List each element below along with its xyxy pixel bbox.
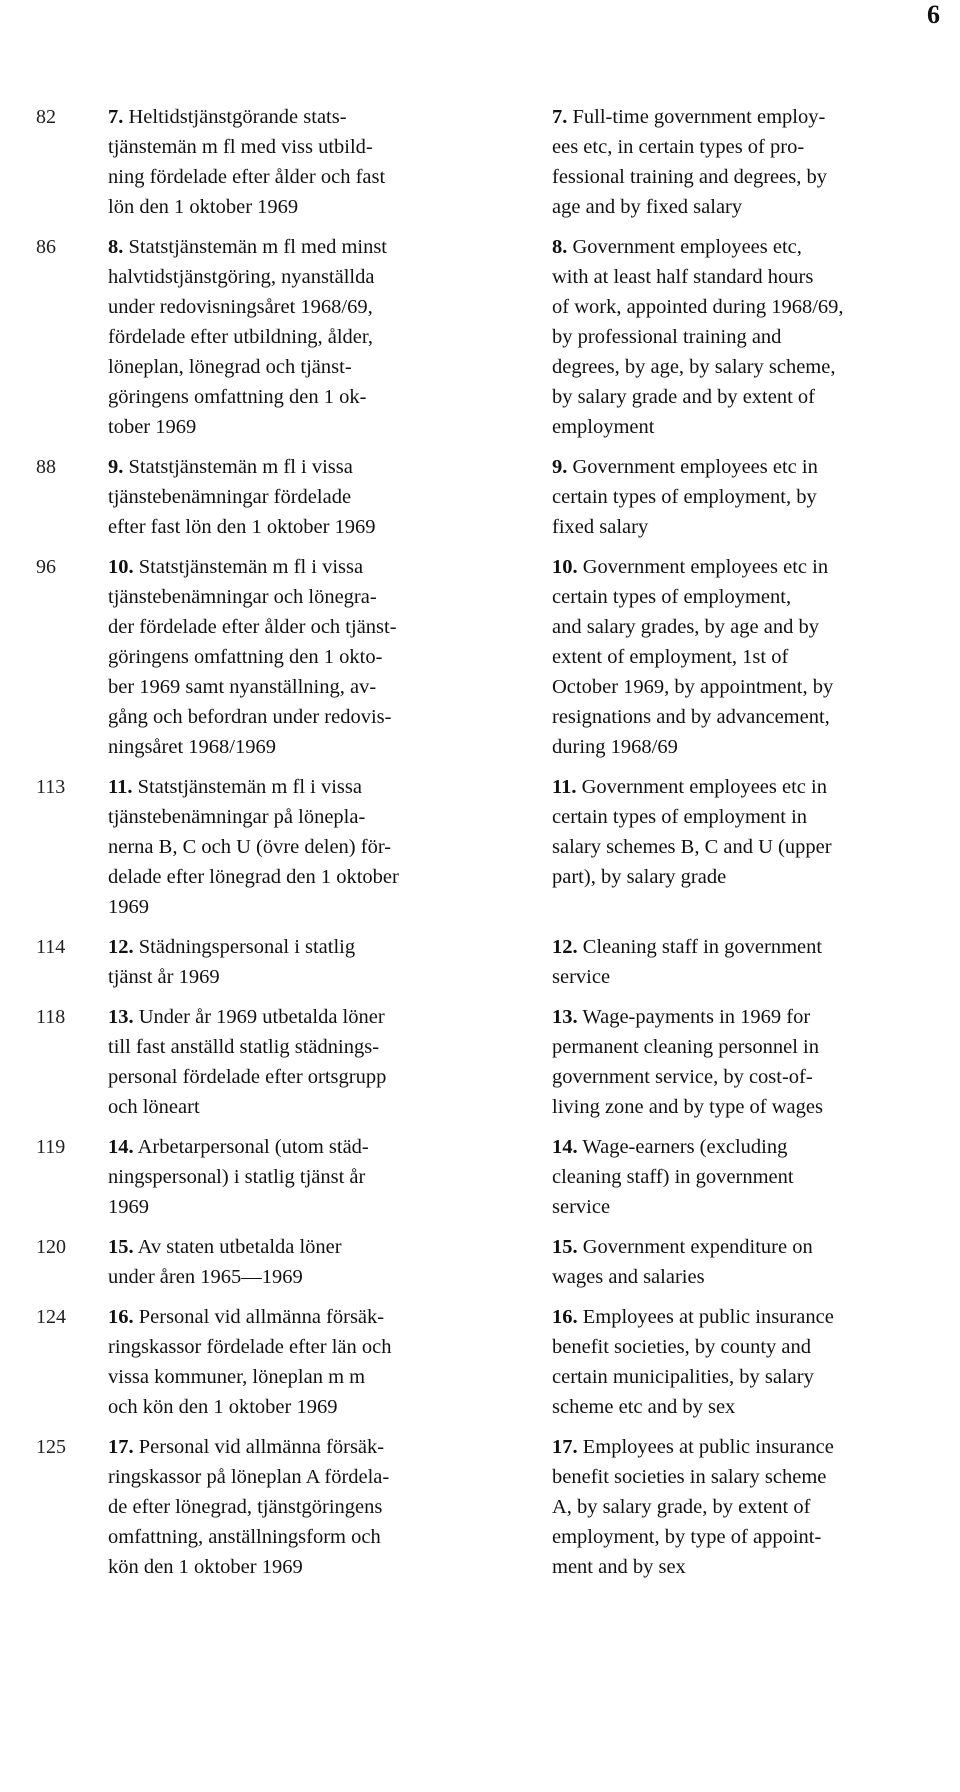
entry-text: benefit societies, by county and xyxy=(552,1336,812,1358)
english-title-line xyxy=(552,1302,952,1332)
english-title-line xyxy=(552,1492,952,1522)
swedish-title xyxy=(108,1132,518,1222)
entry-page-number: 113 xyxy=(36,776,66,798)
entry-text: Statstjänstemän m fl i vissa xyxy=(137,776,362,798)
english-title-line xyxy=(552,412,952,442)
entry-text: Wage-earners (excluding xyxy=(582,1136,788,1158)
entry-page-number: 119 xyxy=(36,1136,66,1158)
swedish-title-line xyxy=(108,1092,518,1122)
entry-text: certain types of employment, xyxy=(552,586,792,608)
english-title-line xyxy=(552,1332,952,1362)
entry-text: Government employees etc, xyxy=(572,236,802,258)
entry-text: fördelade efter utbildning, ålder, xyxy=(108,326,373,348)
swedish-title xyxy=(108,1302,518,1422)
entry-number: 7. xyxy=(108,106,124,128)
swedish-title-line xyxy=(108,832,518,862)
swedish-title-line xyxy=(108,1522,518,1552)
swedish-title xyxy=(108,1232,518,1292)
entry-number: 14. xyxy=(108,1136,134,1158)
entry-number: 15. xyxy=(552,1236,578,1258)
english-title-line xyxy=(552,962,952,992)
entry-text: göringens omfattning den 1 okto- xyxy=(108,646,383,668)
entry-text: during 1968/69 xyxy=(552,736,678,758)
entry-page-number: 118 xyxy=(36,1006,66,1028)
entry-text: under redovisningsåret 1968/69, xyxy=(108,296,373,318)
entry-text: by salary grade and by extent of xyxy=(552,386,815,408)
swedish-title-line xyxy=(108,642,518,672)
english-title xyxy=(552,772,952,892)
entry-text: wages and salaries xyxy=(552,1266,705,1288)
entry-text: personal fördelade efter ortsgrupp xyxy=(108,1066,387,1088)
swedish-title xyxy=(108,232,518,442)
english-title-line xyxy=(552,1132,952,1162)
english-title xyxy=(552,1232,952,1292)
english-title xyxy=(552,1002,952,1122)
entry-text: October 1969, by appointment, by xyxy=(552,676,834,698)
entry-text: Full-time government employ- xyxy=(572,106,826,128)
entry-number: 7. xyxy=(552,106,568,128)
entry-text: och kön den 1 oktober 1969 xyxy=(108,1396,338,1418)
entry-text: Government employees etc in xyxy=(572,456,818,478)
english-title xyxy=(552,1432,952,1582)
swedish-title xyxy=(108,1002,518,1122)
toc-entry xyxy=(0,102,960,222)
swedish-title-line xyxy=(108,962,518,992)
swedish-title-line xyxy=(108,232,518,262)
entry-text: Arbetarpersonal (utom städ- xyxy=(137,1136,369,1158)
entry-page-number: 120 xyxy=(36,1236,66,1258)
entry-text: under åren 1965—1969 xyxy=(108,1266,303,1288)
entry-text: Under år 1969 utbetalda löner xyxy=(138,1006,385,1028)
swedish-title-line xyxy=(108,322,518,352)
english-title-line xyxy=(552,1522,952,1552)
swedish-title xyxy=(108,772,518,922)
english-title-line xyxy=(552,162,952,192)
swedish-title-line xyxy=(108,162,518,192)
entry-text: service xyxy=(552,1196,611,1218)
entry-page-number: 88 xyxy=(36,456,56,478)
entry-text: ment and by sex xyxy=(552,1556,686,1578)
english-title-line xyxy=(552,932,952,962)
swedish-title xyxy=(108,102,518,222)
toc-entry xyxy=(0,452,960,542)
english-title-line xyxy=(552,672,952,702)
page-number: 6 xyxy=(927,0,940,29)
swedish-title-line xyxy=(108,1162,518,1192)
entry-text: fixed salary xyxy=(552,516,649,538)
swedish-title-line xyxy=(108,1552,518,1582)
entry-text: nerna B, C och U (övre delen) för- xyxy=(108,836,392,858)
english-title-line xyxy=(552,232,952,262)
entry-text: ringskassor fördelade efter län och xyxy=(108,1336,392,1358)
english-title-line xyxy=(552,1092,952,1122)
toc-entry xyxy=(0,1002,960,1122)
entry-text: Employees at public insurance xyxy=(582,1306,834,1328)
toc-entry xyxy=(0,932,960,992)
entry-text: ringskassor på löneplan A fördela- xyxy=(108,1466,390,1488)
entry-text: tjänstebenämningar på lönepla- xyxy=(108,806,366,828)
entry-text: der fördelade efter ålder och tjänst- xyxy=(108,616,397,638)
english-title xyxy=(552,232,952,442)
english-title xyxy=(552,932,952,992)
entry-text: age and by fixed salary xyxy=(552,196,743,218)
entry-text: Government employees etc in xyxy=(581,776,827,798)
entry-text: benefit societies in salary scheme xyxy=(552,1466,827,1488)
swedish-title-line xyxy=(108,702,518,732)
english-title-line xyxy=(552,102,952,132)
swedish-title-line xyxy=(108,1392,518,1422)
entry-text: of work, appointed during 1968/69, xyxy=(552,296,844,318)
english-title-line xyxy=(552,382,952,412)
entry-text: by professional training and xyxy=(552,326,782,348)
swedish-title-line xyxy=(108,1062,518,1092)
toc-entry xyxy=(0,1302,960,1422)
swedish-title-line xyxy=(108,382,518,412)
english-title-line xyxy=(552,1392,952,1422)
swedish-title-line xyxy=(108,862,518,892)
entry-text: Government expenditure on xyxy=(582,1236,813,1258)
swedish-title-line xyxy=(108,552,518,582)
entry-text: omfattning, anställningsform och xyxy=(108,1526,381,1548)
entry-text: halvtidstjänstgöring, nyanställda xyxy=(108,266,375,288)
english-title-line xyxy=(552,862,952,892)
entry-text: de efter lönegrad, tjänstgöringens xyxy=(108,1496,383,1518)
entry-text: Statstjänstemän m fl i vissa xyxy=(138,556,364,578)
english-title-line xyxy=(552,292,952,322)
english-title-line xyxy=(552,1432,952,1462)
entry-text: ber 1969 samt nyanställning, av- xyxy=(108,676,377,698)
entry-text: Cleaning staff in government xyxy=(582,936,823,958)
english-title-line xyxy=(552,832,952,862)
entry-text: 1969 xyxy=(108,896,149,918)
entry-text: och löneart xyxy=(108,1096,200,1118)
entry-text: living zone and by type of wages xyxy=(552,1096,823,1118)
entry-text: part), by salary grade xyxy=(552,866,727,888)
english-title-line xyxy=(552,482,952,512)
swedish-title xyxy=(108,1432,518,1582)
entry-page-number: 114 xyxy=(36,936,66,958)
swedish-title-line xyxy=(108,932,518,962)
swedish-title-line xyxy=(108,1432,518,1462)
entry-page-number: 125 xyxy=(36,1436,66,1458)
entry-text: tjänstemän m fl med viss utbild- xyxy=(108,136,373,158)
english-title-line xyxy=(552,322,952,352)
entry-page-number: 96 xyxy=(36,556,56,578)
entry-number: 14. xyxy=(552,1136,578,1158)
entry-text: 1969 xyxy=(108,1196,149,1218)
swedish-title-line xyxy=(108,1332,518,1362)
entry-text: delade efter lönegrad den 1 oktober xyxy=(108,866,399,888)
entry-number: 8. xyxy=(108,236,124,258)
english-title-line xyxy=(552,1362,952,1392)
toc-entry xyxy=(0,1232,960,1292)
swedish-title-line xyxy=(108,1132,518,1162)
entry-text: Personal vid allmänna försäk- xyxy=(138,1436,385,1458)
entry-number: 13. xyxy=(552,1006,578,1028)
entry-text: Employees at public insurance xyxy=(582,1436,834,1458)
toc-entry xyxy=(0,772,960,922)
entry-text: Government employees etc in xyxy=(582,556,829,578)
english-title-line xyxy=(552,452,952,482)
entry-text: tjänstebenämningar och lönegra- xyxy=(108,586,377,608)
swedish-title xyxy=(108,932,518,992)
swedish-title-line xyxy=(108,352,518,382)
english-title-line xyxy=(552,1192,952,1222)
swedish-title-line xyxy=(108,102,518,132)
entry-text: Wage-payments in 1969 for xyxy=(582,1006,811,1028)
swedish-title-line xyxy=(108,672,518,702)
entry-text: cleaning staff) in government xyxy=(552,1166,794,1188)
entry-number: 11. xyxy=(552,776,577,798)
english-title-line xyxy=(552,1232,952,1262)
entry-page-number: 82 xyxy=(36,106,56,128)
english-title-line xyxy=(552,772,952,802)
entry-text: certain types of employment in xyxy=(552,806,808,828)
entry-text: ningsåret 1968/1969 xyxy=(108,736,276,758)
swedish-title-line xyxy=(108,1462,518,1492)
toc-entry xyxy=(0,552,960,762)
entry-number: 17. xyxy=(552,1436,578,1458)
english-title-line xyxy=(552,702,952,732)
entry-text: ning fördelade efter ålder och fast xyxy=(108,166,386,188)
english-title xyxy=(552,552,952,762)
entry-number: 16. xyxy=(108,1306,134,1328)
entry-number: 11. xyxy=(108,776,133,798)
entry-text: employment xyxy=(552,416,655,438)
entry-text: gång och befordran under redovis- xyxy=(108,706,392,728)
entry-number: 9. xyxy=(552,456,568,478)
swedish-title xyxy=(108,452,518,542)
swedish-title-line xyxy=(108,582,518,612)
english-title-line xyxy=(552,732,952,762)
swedish-title-line xyxy=(108,1262,518,1292)
entry-text: service xyxy=(552,966,611,988)
entry-text: permanent cleaning personnel in xyxy=(552,1036,819,1058)
english-title-line xyxy=(552,1552,952,1582)
entry-number: 17. xyxy=(108,1436,134,1458)
english-title xyxy=(552,102,952,222)
entry-text: certain types of employment, by xyxy=(552,486,817,508)
entry-page-number: 86 xyxy=(36,236,56,258)
entry-text: Statstjänstemän m fl i vissa xyxy=(128,456,353,478)
english-title xyxy=(552,1302,952,1422)
swedish-title-line xyxy=(108,292,518,322)
entry-text: Personal vid allmänna försäk- xyxy=(138,1306,385,1328)
swedish-title-line xyxy=(108,612,518,642)
entry-text: Statstjänstemän m fl med minst xyxy=(128,236,388,258)
entry-text: salary schemes B, C and U (upper xyxy=(552,836,832,858)
english-title-line xyxy=(552,1262,952,1292)
swedish-title-line xyxy=(108,132,518,162)
english-title-line xyxy=(552,1162,952,1192)
entry-number: 9. xyxy=(108,456,124,478)
english-title-line xyxy=(552,552,952,582)
english-title-line xyxy=(552,192,952,222)
entry-text: Städningspersonal i statlig xyxy=(138,936,356,958)
entry-text: employment, by type of appoint- xyxy=(552,1526,822,1548)
swedish-title-line xyxy=(108,1032,518,1062)
entry-text: ees etc, in certain types of pro- xyxy=(552,136,805,158)
entry-text: tober 1969 xyxy=(108,416,197,438)
english-title-line xyxy=(552,512,952,542)
entry-text: degrees, by age, by salary scheme, xyxy=(552,356,836,378)
swedish-title-line xyxy=(108,892,518,922)
english-title-line xyxy=(552,1462,952,1492)
swedish-title-line xyxy=(108,802,518,832)
entry-number: 10. xyxy=(108,556,134,578)
entry-text: lön den 1 oktober 1969 xyxy=(108,196,299,218)
entry-text: extent of employment, 1st of xyxy=(552,646,789,668)
english-title-line xyxy=(552,262,952,292)
entry-number: 12. xyxy=(108,936,134,958)
swedish-title-line xyxy=(108,1232,518,1262)
entry-text: and salary grades, by age and by xyxy=(552,616,819,638)
entry-text: tjänst år 1969 xyxy=(108,966,220,988)
english-title-line xyxy=(552,582,952,612)
entry-text: kön den 1 oktober 1969 xyxy=(108,1556,303,1578)
swedish-title-line xyxy=(108,262,518,292)
swedish-title-line xyxy=(108,1302,518,1332)
swedish-title-line xyxy=(108,412,518,442)
entry-text: with at least half standard hours xyxy=(552,266,814,288)
entry-number: 13. xyxy=(108,1006,134,1028)
english-title-line xyxy=(552,352,952,382)
swedish-title-line xyxy=(108,1492,518,1522)
english-title xyxy=(552,452,952,542)
english-title xyxy=(552,1132,952,1222)
entry-number: 12. xyxy=(552,936,578,958)
english-title-line xyxy=(552,1032,952,1062)
entry-text: fessional training and degrees, by xyxy=(552,166,827,188)
entry-text: government service, by cost-of- xyxy=(552,1066,813,1088)
swedish-title-line xyxy=(108,452,518,482)
swedish-title-line xyxy=(108,482,518,512)
swedish-title-line xyxy=(108,1362,518,1392)
toc-entry xyxy=(0,1432,960,1582)
entry-text: A, by salary grade, by extent of xyxy=(552,1496,811,1518)
entry-text: Heltidstjänstgörande stats- xyxy=(128,106,347,128)
entry-number: 10. xyxy=(552,556,578,578)
swedish-title-line xyxy=(108,1192,518,1222)
entry-text: göringens omfattning den 1 ok- xyxy=(108,386,367,408)
english-title-line xyxy=(552,132,952,162)
entry-text: löneplan, lönegrad och tjänst- xyxy=(108,356,352,378)
entry-text: efter fast lön den 1 oktober 1969 xyxy=(108,516,376,538)
entry-text: resignations and by advancement, xyxy=(552,706,830,728)
entry-text: vissa kommuner, löneplan m m xyxy=(108,1366,366,1388)
swedish-title-line xyxy=(108,732,518,762)
entry-text: certain municipalities, by salary xyxy=(552,1366,814,1388)
swedish-title-line xyxy=(108,192,518,222)
entry-text: Av staten utbetalda löner xyxy=(137,1236,342,1258)
swedish-title xyxy=(108,552,518,762)
entry-text: till fast anställd statlig städnings- xyxy=(108,1036,380,1058)
swedish-title-line xyxy=(108,772,518,802)
toc-entry xyxy=(0,1132,960,1222)
entry-number: 16. xyxy=(552,1306,578,1328)
entry-text: tjänstebenämningar fördelade xyxy=(108,486,352,508)
entry-page-number: 124 xyxy=(36,1306,66,1328)
english-title-line xyxy=(552,1002,952,1032)
toc-entry xyxy=(0,232,960,442)
entry-text: scheme etc and by sex xyxy=(552,1396,736,1418)
entry-number: 8. xyxy=(552,236,568,258)
entry-number: 15. xyxy=(108,1236,134,1258)
entry-text: ningspersonal) i statlig tjänst år xyxy=(108,1166,366,1188)
english-title-line xyxy=(552,612,952,642)
swedish-title-line xyxy=(108,1002,518,1032)
english-title-line xyxy=(552,1062,952,1092)
swedish-title-line xyxy=(108,512,518,542)
english-title-line xyxy=(552,802,952,832)
english-title-line xyxy=(552,642,952,672)
